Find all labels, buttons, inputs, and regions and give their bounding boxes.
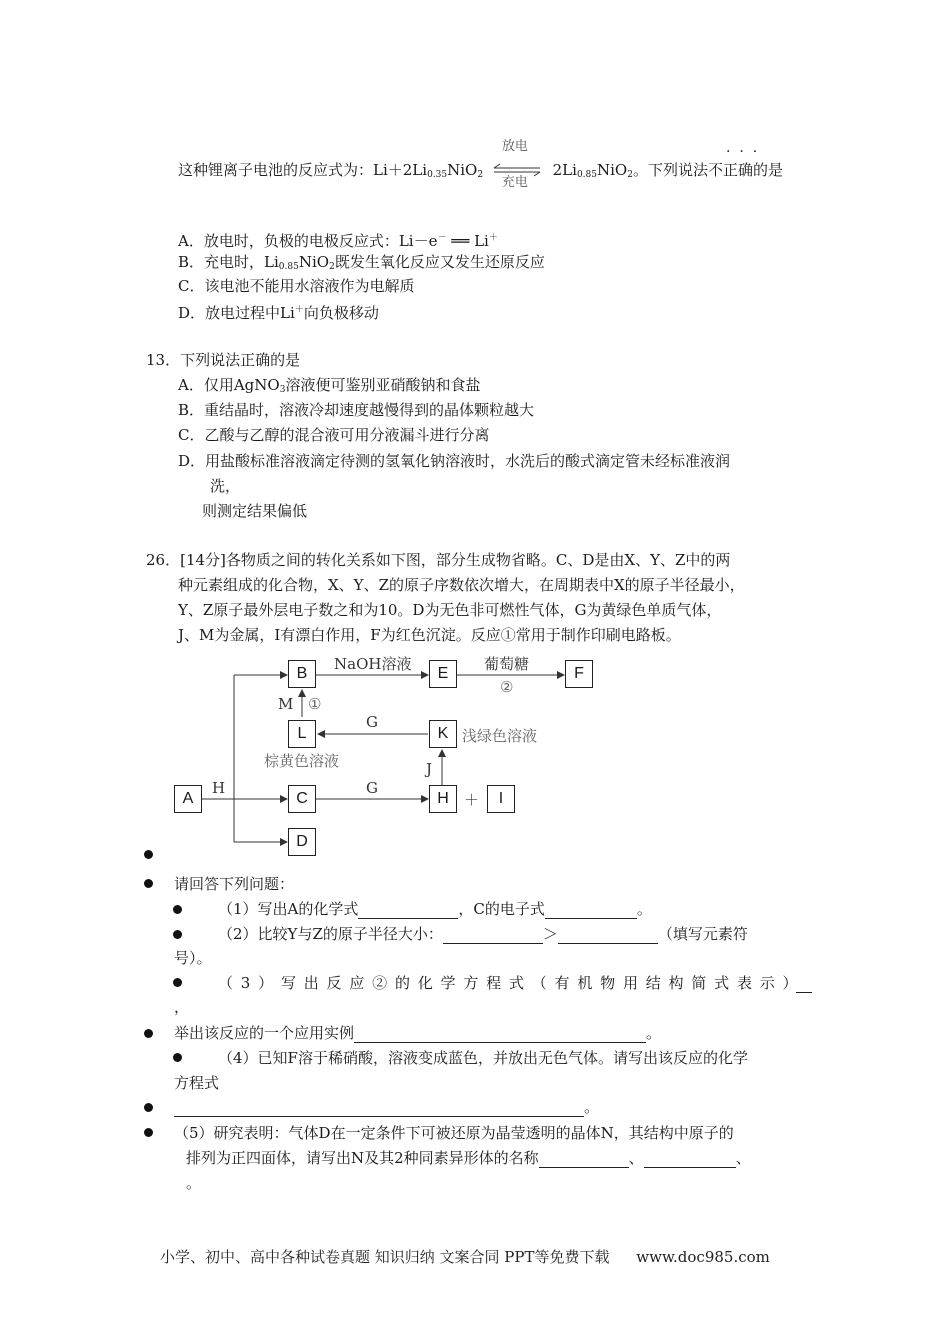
q13-stem: 13．下列说法正确的是 (146, 351, 301, 369)
q26-line4: J、M为金属，I有漂白作用，F为红色沉淀。反应①常用于制作印刷电路板。 (178, 626, 681, 644)
q12-stem-sub3: 0.85 (576, 170, 597, 180)
q26-sub4-answer (174, 1097, 599, 1117)
q26-sub2-cont: 号）。 (174, 949, 212, 967)
q26-sub3-end: 。 (646, 1024, 662, 1042)
box-i: I (487, 785, 515, 813)
bullet-icon (144, 1128, 153, 1137)
box-a: A (174, 785, 202, 813)
emphasis-dots: · · · (726, 144, 758, 160)
q13-option-c: C．乙酸与乙醇的混合液可用分液漏斗进行分离 (178, 426, 490, 444)
label-j: J (426, 760, 433, 778)
q26-sub1-b: ，C的电子式 (458, 900, 545, 918)
box-f: F (565, 660, 593, 688)
q12-option-a-mid: ══ Li (446, 232, 489, 250)
q26-sub3-a: （3）写出反应②的化学方程式（有机物用结构简式表示） (218, 974, 806, 992)
q26-sub5-b-text: 排列为正四面体，请写出N及其2种同素异形体的名称 (186, 1149, 539, 1167)
answer-blank-allotrope-1[interactable] (644, 1151, 736, 1168)
q12-stem-product2: NiO (597, 161, 628, 179)
q26-line2: 种元素组成的化合物，X、Y、Z的原子序数依次增大，在周期表中X的原子半径最小， (178, 576, 745, 594)
label-naoh: NaOH溶液 (334, 655, 412, 673)
q13-option-d-line1: D．用盐酸标准溶液滴定待测的氢氧化钠溶液时，水洗后的酸式滴定管未经标准液润 (178, 452, 731, 470)
label-reaction-2: ② (500, 678, 514, 696)
box-d: D (288, 828, 316, 856)
box-e: E (429, 660, 457, 688)
q13-option-a-pre: A．仅用AgNO (178, 376, 280, 394)
q26-sub3-example (174, 1023, 661, 1043)
box-k: K (429, 720, 457, 748)
q26-sub4-b: 方程式 (174, 1074, 220, 1092)
q12-stem-sub4: 2 (627, 170, 633, 180)
q12-option-d-pre: D．放电过程中Li (178, 304, 295, 322)
q13-option-a-sub: 3 (279, 385, 286, 395)
q12-option-d-post: 向负极移动 (303, 304, 379, 322)
eq-charge-label: 充电 (501, 175, 528, 190)
q26-sub4: （4）已知F溶于稀硝酸，溶液变成蓝色，并放出无色气体。请写出该反应的化学 (218, 1049, 748, 1067)
q26-sub2-gt: ＞ (542, 925, 558, 943)
answer-blank-application[interactable] (354, 1026, 646, 1043)
eq-discharge-label: 放电 (501, 139, 528, 154)
box-b: B (288, 660, 316, 688)
answer-blank-c-electron[interactable] (545, 902, 637, 919)
q26-sub5-sep2: 、 (735, 1149, 751, 1167)
q12-option-a-pre: A．放电时，负极的电极反应式：Li－e (178, 232, 438, 250)
q26-sub5-sep1: 、 (628, 1149, 644, 1167)
page-footer (160, 1246, 770, 1267)
q26-sub5-b (186, 1148, 751, 1168)
q12-stem-suffix: 。下列说法不正确的是 (632, 161, 783, 179)
label-g-top: G (366, 713, 378, 731)
q12-option-a-sup1: － (437, 233, 447, 243)
box-h: H (429, 785, 457, 813)
footer-text: 小学、初中、高中各种试卷真题 知识归纳 文案合同 PPT等免费下载 (160, 1248, 610, 1266)
q26-sub1-a: （1）写出A的化学式 (218, 900, 359, 918)
bullet-icon (173, 905, 182, 914)
q26-sub2 (218, 924, 748, 944)
q26-sub3-b: 举出该反应的一个应用实例 (174, 1024, 355, 1042)
q13-option-d-line2: 洗， (210, 477, 241, 495)
bullet-icon (173, 930, 182, 939)
answer-blank-f-equation[interactable] (174, 1100, 584, 1117)
box-c: C (288, 785, 316, 813)
q12-option-b-pre: B．充电时，Li (178, 253, 279, 271)
q13-option-a-post: 溶液便可鉴别亚硝酸钠和食盐 (285, 376, 481, 394)
label-glucose: 葡萄糖 (484, 655, 530, 673)
q13-option-d-line3: 则测定结果偏低 (202, 502, 308, 520)
label-g-bottom: G (366, 779, 378, 797)
q12-option-a-sup2: ＋ (488, 233, 498, 243)
q26-sub3 (218, 973, 805, 993)
footer-url[interactable]: www.doc985.com (636, 1248, 770, 1266)
answer-blank-n[interactable] (539, 1151, 629, 1168)
q26-sub5-end: 。 (186, 1174, 202, 1192)
bullet-icon (144, 1029, 153, 1038)
q26-sub1 (218, 899, 652, 919)
box-l: L (288, 720, 316, 748)
q26-sub2-b: （填写元素符 (657, 925, 748, 943)
q12-option-d-sup: ＋ (294, 305, 304, 315)
q26-sub2-a: （2）比较Y与Z的原子半径大小： (218, 925, 443, 943)
q26-line1: 26．[14分]各物质之间的转化关系如下图，部分生成物省略。C、D是由X、Y、Z中的两 (146, 551, 731, 569)
answer-blank-a-formula[interactable] (358, 902, 458, 919)
label-h: H (212, 779, 226, 797)
bullet-icon (173, 1053, 182, 1062)
label-plus: ＋ (464, 791, 480, 809)
bullet-icon (144, 850, 153, 859)
bullet-icon (173, 978, 182, 987)
bullet-icon (144, 1103, 153, 1112)
q12-option-b-sub: 0.85 (278, 262, 299, 272)
q12-option-c: C．该电池不能用水溶液作为电解质 (178, 277, 415, 295)
label-m: M (278, 695, 294, 713)
q26-prompt: 请回答下列问题： (174, 875, 295, 893)
q26-sub1-c: 。 (636, 900, 652, 918)
q26-line3: Y、Z原子最外层电子数之和为10。D为无色非可燃性气体，G为黄绿色单质气体， (178, 601, 722, 619)
q12-option-b-post: 既发生氧化反应又发生还原反应 (334, 253, 545, 271)
q12-stem-sub2: 2 (477, 170, 484, 180)
q26-sub4-end: 。 (584, 1098, 600, 1116)
q26-sub5: （5）研究表明：气体D在一定条件下可被还原为晶莹透明的晶体N，其结构中原子的 (174, 1124, 734, 1142)
q12-option-b-sub2: 2 (329, 262, 335, 272)
q26-sub3-comma: ， (174, 998, 190, 1016)
q12-stem-product: 2Li (552, 161, 577, 179)
bullet-icon (144, 879, 153, 888)
answer-blank-radius-2[interactable] (558, 927, 658, 944)
q13-option-b: B．重结晶时，溶液冷却速度越慢得到的晶体颗粒越大 (178, 401, 535, 419)
answer-blank-eq2[interactable] (796, 973, 812, 993)
label-brown-yellow: 棕黄色溶液 (264, 752, 340, 770)
answer-blank-radius-1[interactable] (443, 927, 543, 944)
q12-stem-mid: NiO (447, 161, 478, 179)
q12-stem-prefix: 这种锂离子电池的反应式为：Li＋2Li (178, 161, 428, 179)
label-reaction-1: ① (308, 695, 322, 713)
q12-stem-sub1: 0.35 (427, 170, 448, 180)
label-light-green: 浅绿色溶液 (462, 727, 538, 745)
q12-option-b-mid: NiO (298, 253, 330, 271)
